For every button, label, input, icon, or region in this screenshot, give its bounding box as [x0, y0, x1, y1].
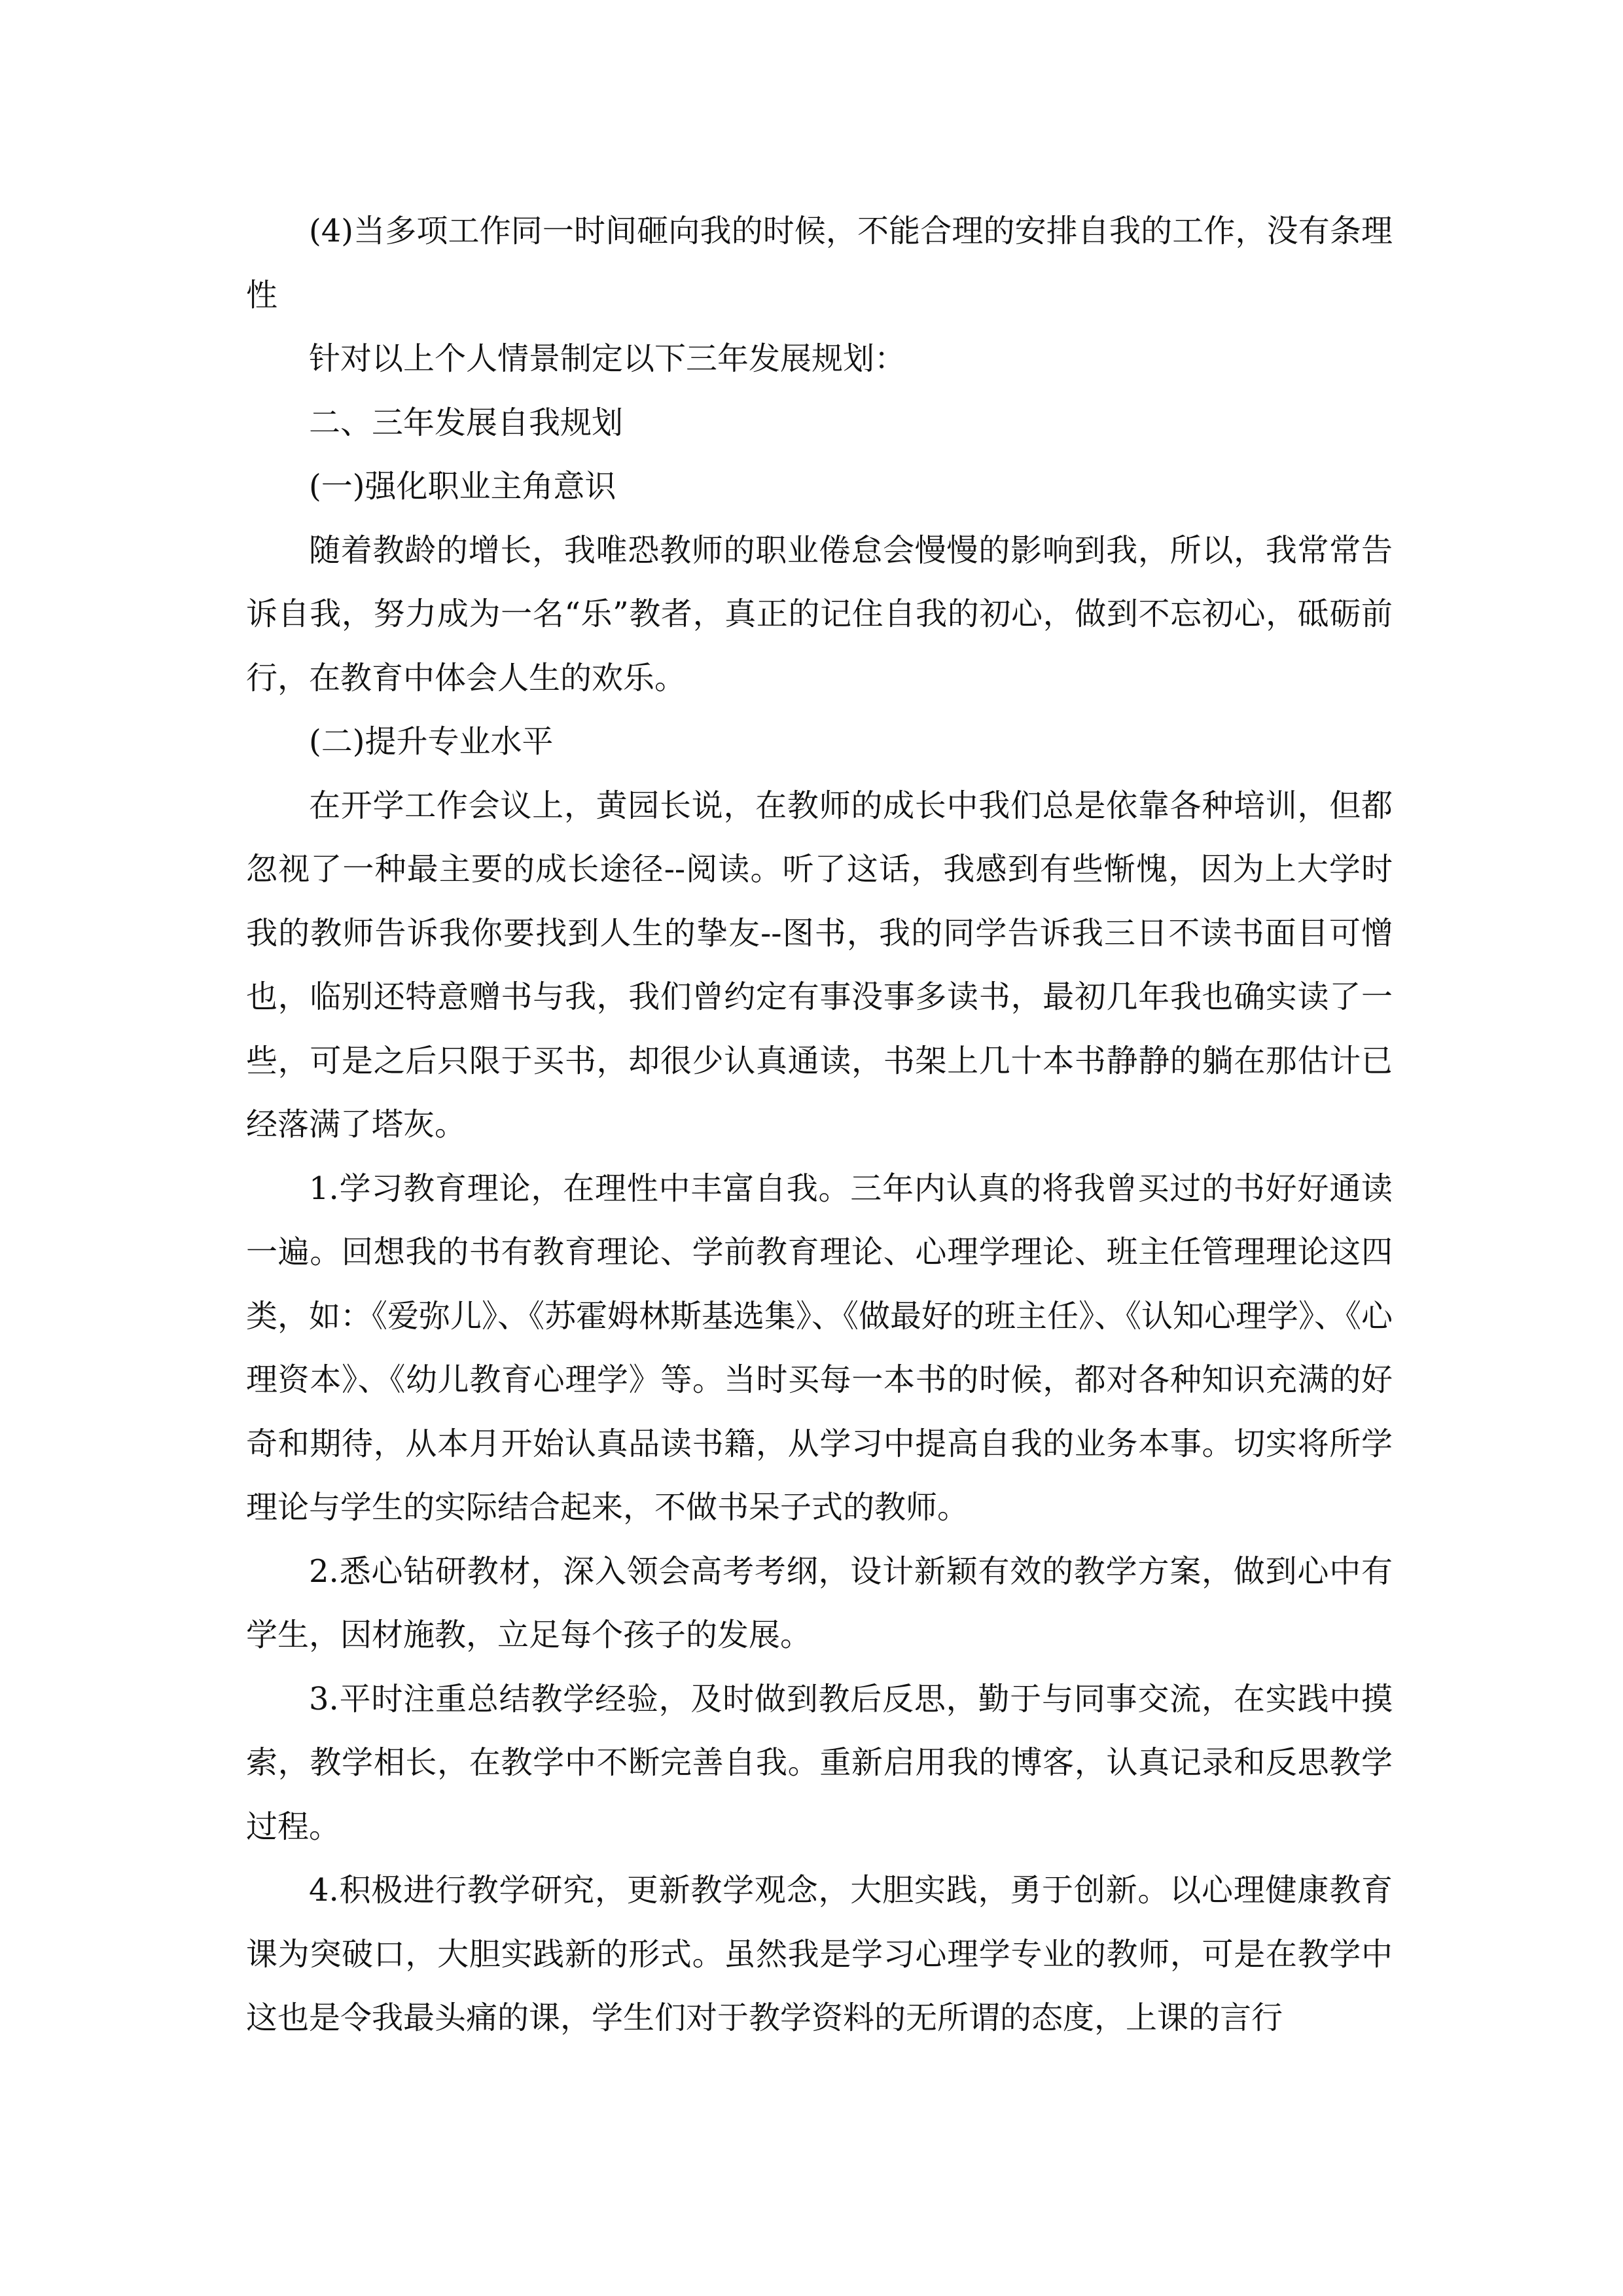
- subsection-heading-two: (二)提升专业水平: [309, 723, 554, 760]
- paragraph-plan-intro: 针对以上个人情景制定以下三年发展规划：: [309, 340, 906, 377]
- subsection-heading-one: (一)强化职业主角意识: [309, 468, 616, 505]
- paragraph-weakness-4: (4)当多项工作同一时间砸向我的时候，不能合理的安排自我的工作，没有条理性: [246, 213, 1393, 314]
- paragraph-reading: 在开学工作会议上，黄园长说，在教师的成长中我们总是依靠各种培训，但都忽视了一种最主要的成长途径--阅读。听了这话，我感到有些惭愧，因为上大学时我的教师告诉我你要找到人生的挚友--图书，我的同学告诉我三日不读书面目可憎也，临别还特意赠书与我，我们曾约定有事没事多读书，最初几年我也确实读了一些，可是之后只限于买书，却很少认真通读，书架上几十本书静静的躺在那估计已经落满了塔灰。: [246, 787, 1393, 1143]
- paragraph-role-awareness: 随着教龄的增长，我唯恐教师的职业倦怠会慢慢的影响到我，所以，我常常告诉自我，努力成为一名“乐”教者，真正的记住自我的初心，做到不忘初心，砥砺前行，在教育中体会人生的欢乐。: [246, 531, 1393, 696]
- list-item-3: 3.平时注重总结教学经验，及时做到教后反思，勤于与同事交流，在实践中摸索，教学相长，在教学中不断完善自我。重新启用我的博客，认真记录和反思教学过程。: [246, 1680, 1393, 1845]
- list-item-1: 1.学习教育理论，在理性中丰富自我。三年内认真的将我曾买过的书好好通读一遍。回想我的书有教育理论、学前教育理论、心理学理论、班主任管理理论这四类，如：《爱弥儿》、《苏霍姆林斯基选集》、《做最好的班主任》、《认知心理学》、《心理资本》、《幼儿教育心理学》等。当时买每一本书的时候，都对各种知识充满的好奇和期待，从本月开始认真品读书籍，从学习中提高自我的业务本事。切实将所学理论与学生的实际结合起来，不做书呆子式的教师。: [246, 1170, 1393, 1526]
- list-item-2: 2.悉心钻研教材，深入领会高考考纲，设计新颖有效的教学方案，做到心中有学生，因材施教，立足每个孩子的发展。: [246, 1552, 1393, 1653]
- section-heading-two: 二、三年发展自我规划: [309, 404, 624, 441]
- list-item-4: 4.积极进行教学研究，更新教学观念，大胆实践，勇于创新。以心理健康教育课为突破口，大胆实践新的形式。虽然我是学习心理学专业的教师，可是在教学中这也是令我最头痛的课，学生们对于教学资料的无所谓的态度，上课的言行: [246, 1872, 1393, 2036]
- document-body: [246, 200, 1393, 2051]
